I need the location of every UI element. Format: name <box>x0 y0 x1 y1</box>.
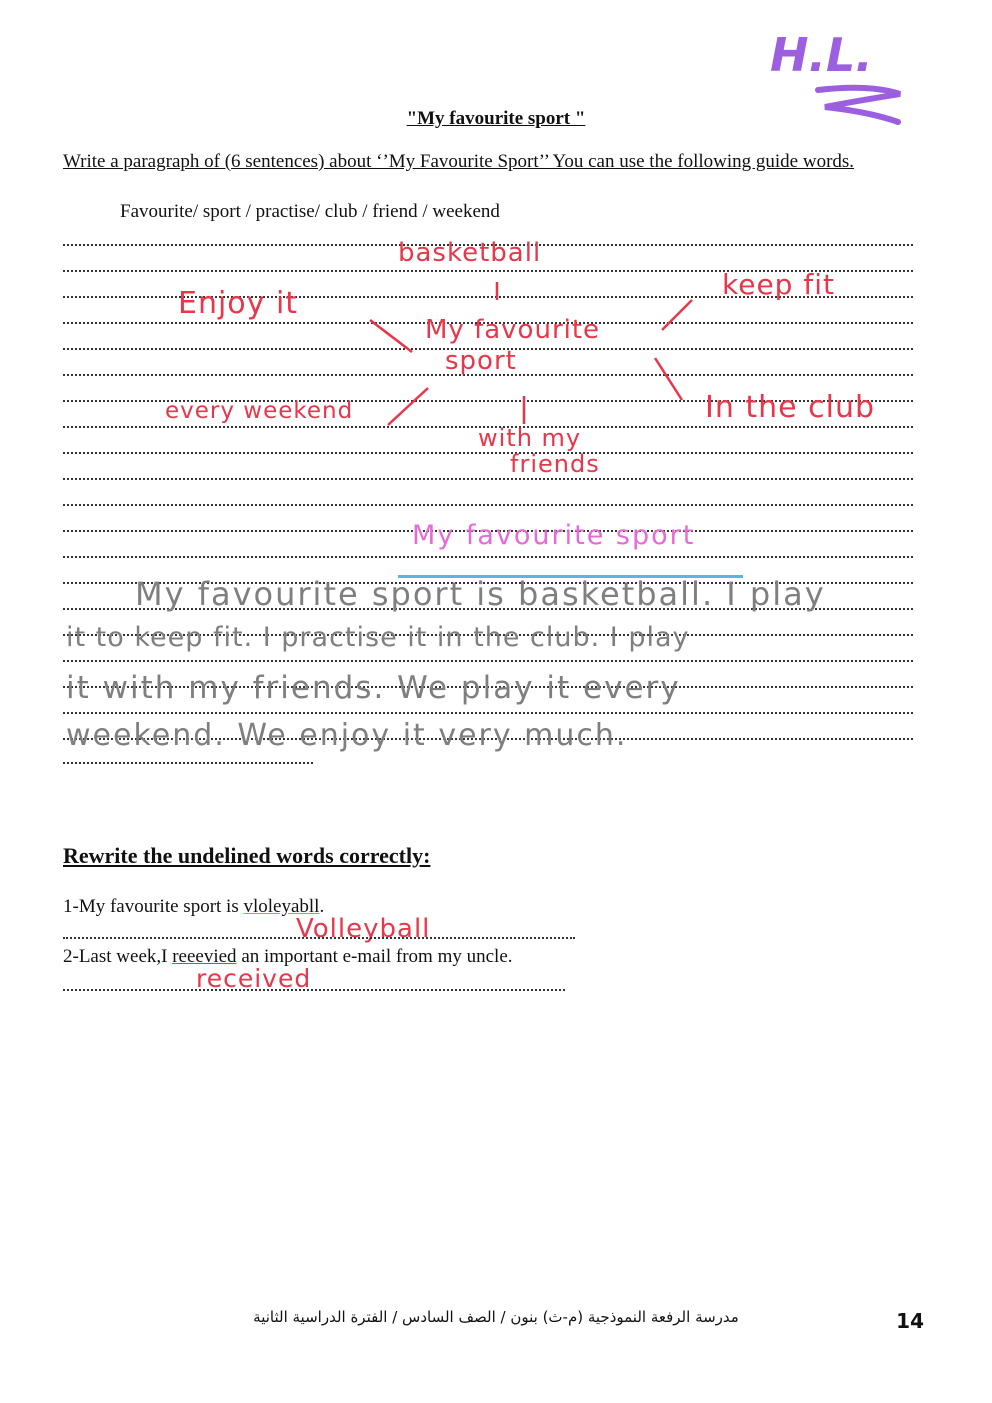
guide-words: Favourite/ sport / practise/ club / friend / weekend <box>120 201 500 222</box>
worksheet-title: "My favourite sport " <box>406 108 586 129</box>
question-1-answer: Volleyball <box>296 914 431 944</box>
question-2-before: 2-Last week,I <box>63 946 173 967</box>
paragraph-line-2: it to keep fit. I practise it in the club. I play <box>66 622 690 653</box>
question-2-answer: received <box>196 964 312 993</box>
question-1-before: 1-My favourite sport is <box>63 896 244 917</box>
mind-map-bottom-right: In the club <box>705 390 876 425</box>
mind-map-top: basketball <box>398 238 542 268</box>
mind-map-top-left: Enjoy it <box>178 286 299 321</box>
footer-school-text: مدرسة الرفعة النموذجية (م-ث) بنون / الصف السادس / الفترة الدراسية الثانية <box>253 1308 739 1326</box>
paragraph-heading: My favourite sport <box>412 520 696 551</box>
question-1 <box>63 896 324 918</box>
question-2-after: an important e-mail from my uncle. <box>236 946 513 967</box>
instruction-text: Write a paragraph of (6 sentences) about ‘’My Favourite Sport’’ You can use the following guide words. <box>63 151 855 172</box>
section-heading: Rewrite the undelined words correctly: <box>63 843 431 868</box>
writing-line <box>63 660 913 662</box>
mind-map-bottom-line1: with my <box>478 424 582 452</box>
mind-map-bottom-left: every weekend <box>165 398 354 424</box>
paragraph-line-3: it with my friends. We play it every <box>66 670 681 706</box>
mind-map-center-line2: sport <box>445 346 517 376</box>
question-2-wrong-word: reeevied <box>172 946 237 967</box>
writing-line <box>63 712 913 714</box>
mind-map-center-line1: My favourite <box>425 315 601 345</box>
writing-line <box>63 762 313 764</box>
question-1-after: . <box>319 896 325 917</box>
teacher-initials: H.L. <box>770 28 873 82</box>
writing-line <box>63 556 913 558</box>
mind-map-bottom-line2: friends <box>510 450 600 478</box>
paragraph-line-1: My favourite sport is basketball. I play <box>135 575 826 613</box>
paragraph-line-4: weekend. We enjoy it very much. <box>66 718 628 753</box>
mind-map-top-right: keep fit <box>722 268 835 301</box>
answer-line-1 <box>63 937 575 939</box>
question-1-wrong-word: vloleyabll <box>243 896 320 917</box>
answer-line-2 <box>63 989 565 991</box>
writing-line <box>63 504 913 506</box>
page-number: 14 <box>896 1309 924 1333</box>
